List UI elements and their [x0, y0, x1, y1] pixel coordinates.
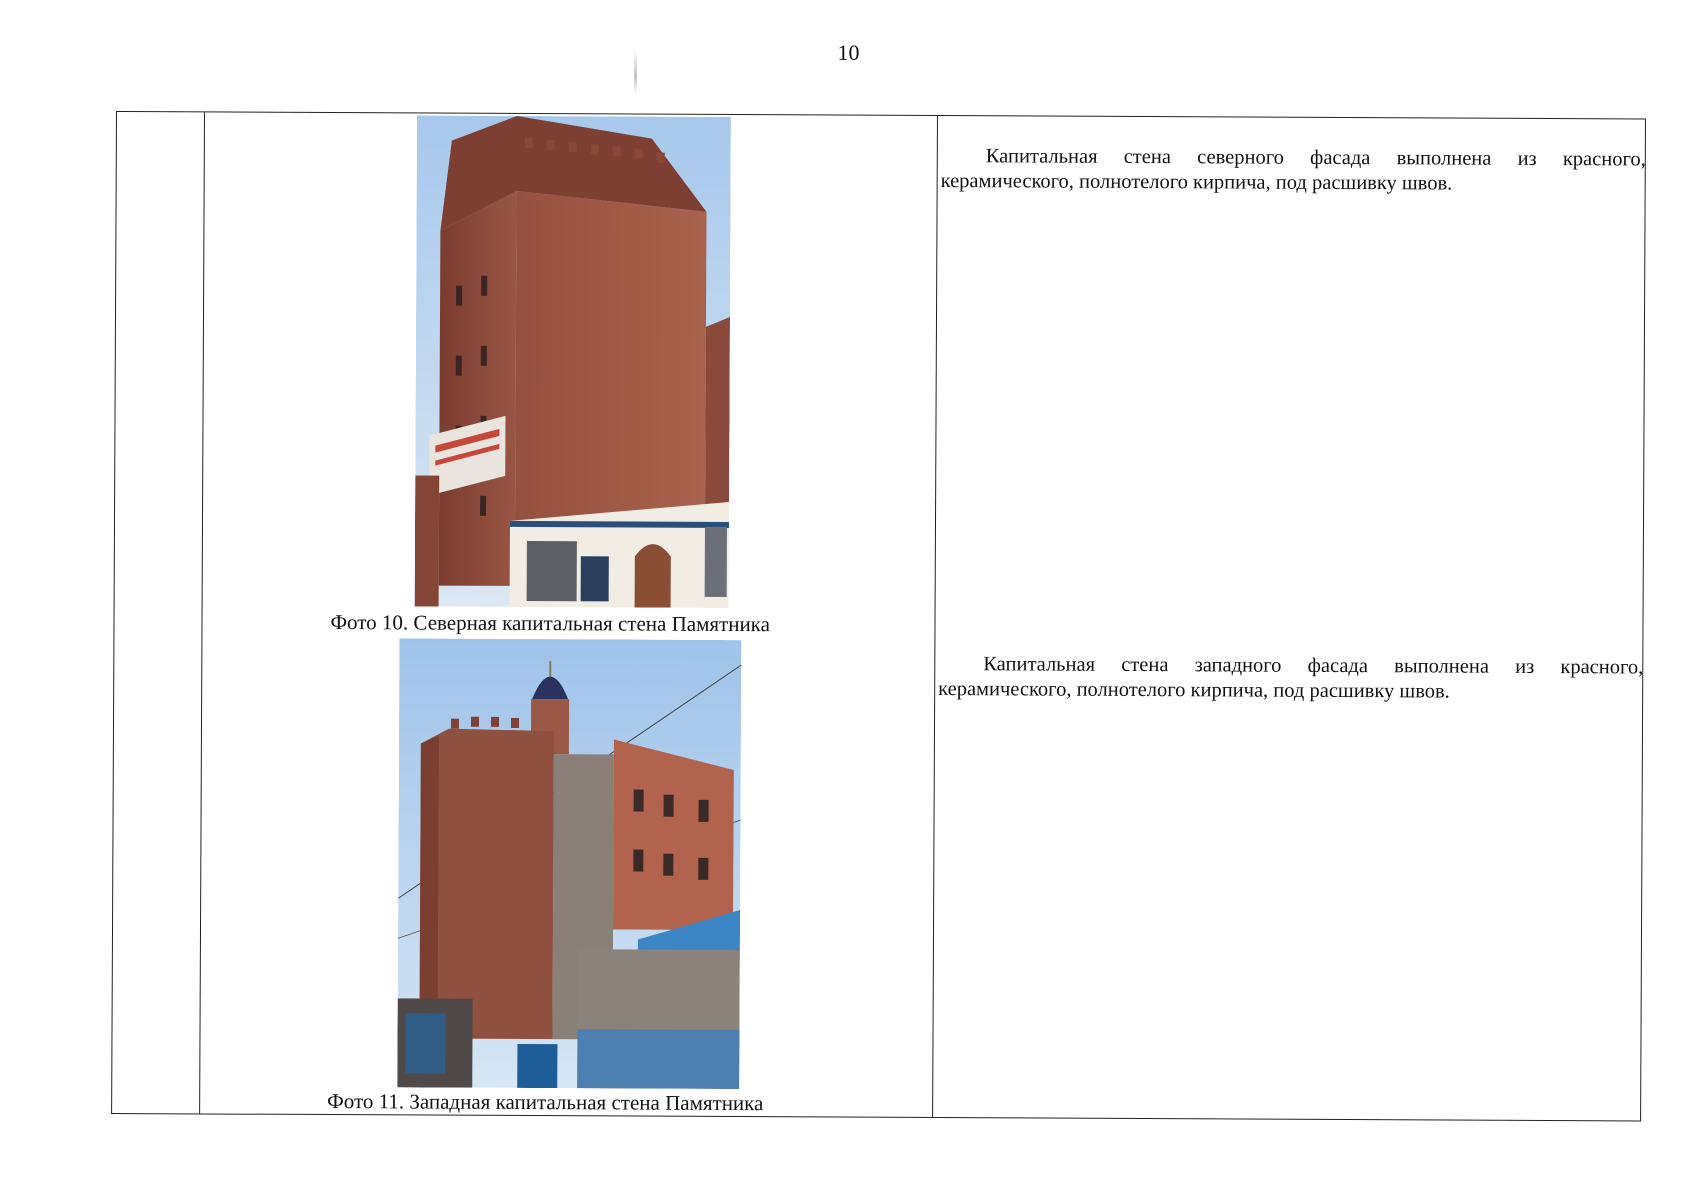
table-column-divider [932, 116, 938, 1117]
photo-caption-11: Фото 11. Западная капитальная стена Памятника [327, 1089, 764, 1116]
description-line: Капитальная стена северного фасада выполнена из красного, [985, 145, 1646, 171]
photo-west-wall [397, 638, 741, 1089]
scan-artifact [634, 50, 637, 94]
photo-north-wall [415, 115, 731, 608]
photo-caption-10: Фото 10. Северная капитальная стена Памятника [330, 610, 770, 637]
description-west-wall [938, 652, 1643, 705]
table-column-divider [199, 112, 205, 1113]
description-line: Капитальная стена западного фасада выполнена из красного, [983, 653, 1644, 679]
description-north-wall [941, 144, 1646, 197]
description-line: керамического, полнотелого кирпича, под расшивку швов. [938, 678, 1450, 703]
page-number: 10 [837, 40, 860, 65]
document-table [111, 111, 1646, 1121]
description-line: керамического, полнотелого кирпича, под расшивку швов. [940, 170, 1453, 195]
